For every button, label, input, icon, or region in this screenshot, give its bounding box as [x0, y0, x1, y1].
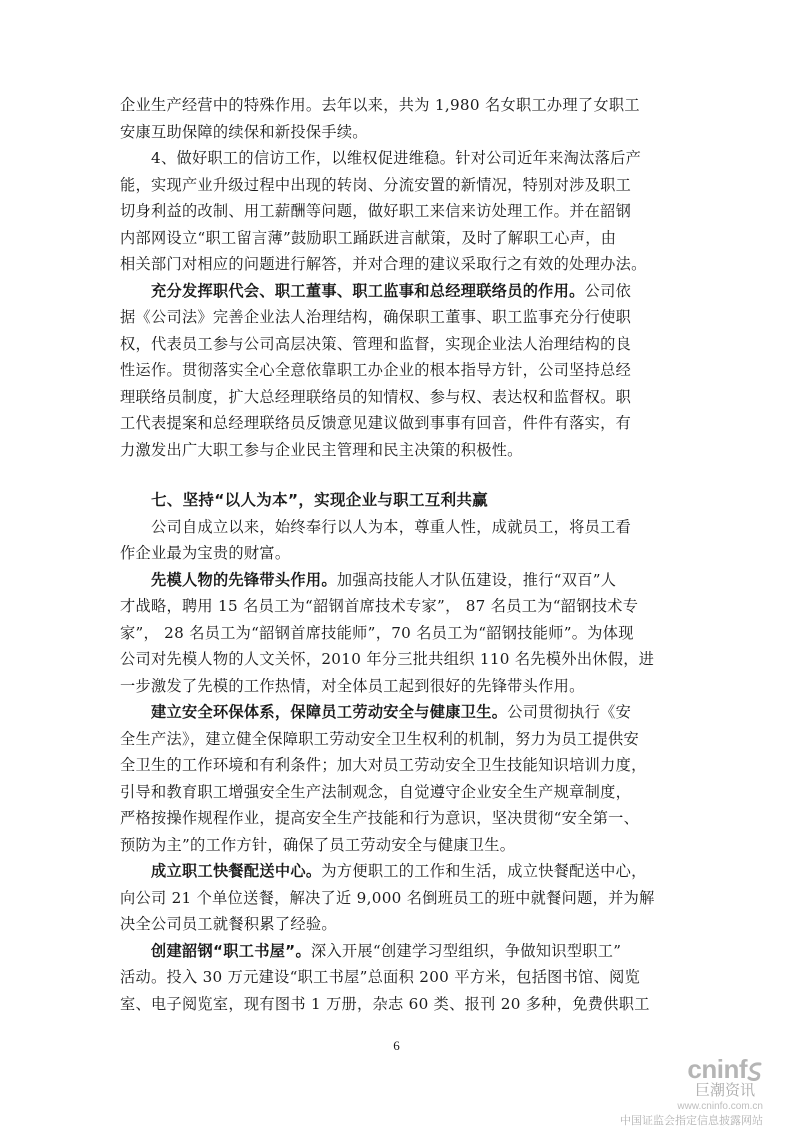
paragraph-block-2 [120, 514, 676, 1018]
line-text: 理联络员制度，扩大总经理联络员的知情权、参与权、表达权和监督权。职 [120, 387, 632, 406]
text-line [120, 251, 676, 278]
text-line [120, 437, 676, 464]
line-text: 活动。投入 30 万元建设“职工书屋”总面积 200 平方米，包括图书馆、阅览 [120, 968, 641, 986]
paragraph-block-1 [120, 92, 676, 463]
text-line [120, 92, 676, 119]
text-line [120, 514, 676, 541]
bold-lead-phrase: 创建韶钢“职工书屋”。 [151, 941, 311, 960]
text-line [120, 225, 676, 252]
text-line [120, 540, 676, 567]
line-text: 一步激发了先模的工作热情，对全体员工起到很好的先锋带头作用。 [120, 676, 585, 695]
line-text: 安康互助保障的续保和新投保手续。 [120, 122, 368, 141]
line-text: 严格按操作规程作业，提高安全生产技能和行为意识，坚决贯彻“安全第一、 [120, 809, 640, 827]
text-line [120, 779, 676, 806]
line-text: 公司自成立以来，始终奉行以人为本，尊重人性，成就员工，将员工看 [151, 517, 632, 536]
line-text: 切身利益的改制、用工薪酬等问题，做好职工来信来访处理工作。并在韶钢 [120, 202, 632, 220]
swirl-icon [747, 1061, 763, 1081]
line-text: 性运作。贯彻落实全心全意依靠职工办企业的根本指导方针，公司坚持总经 [120, 361, 632, 379]
line-text: 公司对先模人物的人文关怀，2010 年分三批共组织 110 名先模外出休假，进 [120, 650, 655, 668]
text-line [120, 278, 676, 305]
text-line [120, 119, 676, 146]
text-line [120, 198, 676, 225]
bold-lead-phrase: 先模人物的先锋带头作用。 [151, 570, 337, 589]
line-text: 全卫生的工作环境和有利条件；加大对员工劳动安全卫生技能知识培训力度， [120, 756, 647, 774]
text-line [120, 832, 676, 859]
line-text: 为方便职工的工作和生活，成立快餐配送中心， [321, 862, 647, 880]
line-text: 预防为主”的工作方针，确保了员工劳动安全与健康卫生。 [120, 835, 516, 854]
line-text: 才战略，聘用 15 名员工为“韶钢首席技术专家”， 87 名员工为“韶钢技术专 [120, 597, 639, 615]
line-text: 深入开展“创建学习型组织，争做知识型职工” [310, 941, 622, 960]
text-line [120, 172, 676, 199]
text-line [120, 304, 676, 331]
line-text: 力激发出广大职工参与企业民主管理和民主决策的积极性。 [120, 440, 523, 459]
line-text: 4、做好职工的信访工作，以维权促进维稳。针对公司近年来淘汰落后产 [151, 149, 642, 167]
line-text: 内部网设立“职工留言薄”鼓励职工踊跃进言献策，及时了解职工心声，由 [120, 228, 617, 247]
line-text: 企业生产经营中的特殊作用。去年以来，共为 1,980 名女职工办理了女职工 [120, 96, 640, 114]
line-text: 引导和教育职工增强安全生产法制观念，自觉遵守企业安全生产规章制度， [120, 782, 632, 801]
cninfo-url: www.cninfo.com.cn [677, 1101, 763, 1112]
line-text: 向公司 21 个单位送餐，解决了近 9,000 名倒班员工的班中就餐问题，并为解 [120, 888, 655, 907]
text-line [120, 752, 676, 779]
cninfo-logo [603, 1056, 763, 1082]
line-text: 能，实现产业升级过程中出现的转岗、分流安置的新情况，特别对涉及职工 [120, 175, 632, 194]
text-line [120, 331, 676, 358]
line-text: 家”， 28 名员工为“韶钢首席技能师”，70 名员工为“韶钢技能师”。为体现 [120, 623, 634, 642]
text-line [120, 805, 676, 832]
text-line [120, 357, 676, 384]
cninfo-watermark [603, 1056, 763, 1128]
text-line [120, 410, 676, 437]
text-line [120, 593, 676, 620]
section-gap [120, 463, 676, 487]
text-line [120, 938, 676, 965]
text-line [120, 646, 676, 673]
text-line [120, 567, 676, 594]
text-line [120, 991, 676, 1018]
line-text: 据《公司法》完善企业法人治理结构，确保职工董事、职工监事充分行使职 [120, 308, 632, 326]
text-line [120, 885, 676, 912]
text-line [120, 858, 676, 885]
line-text: 公司依 [584, 281, 632, 300]
page-number: 6 [393, 1038, 400, 1053]
text-line [120, 699, 676, 726]
line-text: 室、电子阅览室，现有图书 1 万册，杂志 60 类、报刊 20 多种，免费供职工 [120, 994, 650, 1013]
text-line [120, 145, 676, 172]
line-text: 公司贯彻执行《安 [507, 703, 632, 721]
text-line [120, 726, 676, 753]
bold-lead-phrase: 充分发挥职代会、职工董事、职工监事和总经理联络员的作用。 [151, 281, 585, 300]
bold-lead-phrase: 建立安全环保体系，保障员工劳动安全与健康卫生。 [151, 703, 508, 721]
line-text: 加强高技能人才队伍建设，推行“双百”人 [336, 570, 617, 589]
line-text: 相关部门对相应的问题进行解答，并对合理的建议采取行之有效的处理办法。 [120, 255, 647, 273]
text-line [120, 911, 676, 938]
cninfo-logo-text: cninf [687, 1054, 747, 1084]
text-line [120, 384, 676, 411]
page-body [120, 92, 676, 1017]
cninfo-name: 巨潮资讯 [694, 1082, 755, 1099]
text-line [120, 620, 676, 647]
line-text: 权，代表员工参与公司高层决策、管理和监督，实现企业法人治理结构的良 [120, 334, 632, 353]
line-text: 决全公司员工就餐积累了经验。 [120, 915, 337, 933]
line-text: 全生产法》，建立健全保障职工劳动安全卫生权利的机制，努力为员工提供安 [120, 729, 639, 748]
cninfo-tagline: 中国证监会指定信息披露网站 [620, 1115, 763, 1127]
text-line [120, 964, 676, 991]
bold-lead-phrase: 成立职工快餐配送中心。 [151, 862, 322, 880]
line-text: 作企业最为宝贵的财富。 [120, 544, 291, 562]
text-line [120, 673, 676, 700]
section-heading: 七、坚持“以人为本”，实现企业与职工互利共赢 [151, 491, 488, 509]
line-text: 工代表提案和总经理联络员反馈意见建议做到事事有回音，件件有落实，有 [120, 414, 632, 432]
